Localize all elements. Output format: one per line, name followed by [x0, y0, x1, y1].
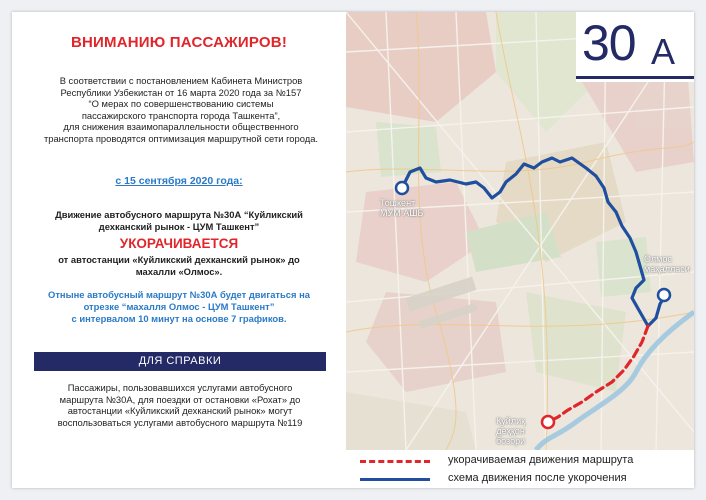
- stop-label-line: маҳалласи: [644, 264, 690, 274]
- reference-line: Пассажиры, пользовавшихся услугами автобусного: [67, 382, 293, 393]
- new-route-line: Отныне автобусный маршрут №30А будет двигаться на: [48, 289, 310, 300]
- legend-label-new: схема движения после укорочения: [448, 472, 627, 484]
- route-number-badge: [576, 12, 694, 82]
- reference-line: воспользоваться услугами автобусного маршрута №119: [57, 416, 303, 428]
- stop-marker-olmos: [658, 289, 670, 301]
- legend-label-removed: укорачиваемая движения маршрута: [448, 454, 634, 466]
- shortened-heading: УКОРАЧИВАЕТСЯ: [119, 236, 239, 251]
- notice-card: [12, 12, 694, 488]
- stop-marker-tsum: [396, 182, 408, 194]
- route-from-line: от автостанции «Куйликский дехканский рынок» до: [58, 254, 300, 265]
- intro-line: В соответствии с постановлением Кабинета Министров: [59, 75, 303, 86]
- intro-line: транспорта проводятся оптимизация маршрутной сети города.: [43, 132, 319, 144]
- route-from-line: махалли «Олмос».: [135, 266, 223, 277]
- stop-marker-kuyluk: [542, 416, 554, 428]
- stop-label-line: Олмос: [644, 254, 672, 264]
- stop-label-line: МУМ АШБ: [380, 208, 424, 218]
- intro-line: Республики Узбекистан от 16 марта 2020 года за №157: [60, 86, 302, 98]
- stop-label-line: Қуйлиқ: [496, 416, 526, 426]
- intro-line: для снижения взаимопараллельности общественного: [63, 121, 299, 133]
- effective-date: с 15 сентября 2020 года:: [115, 175, 243, 187]
- legend-row-removed: [346, 452, 694, 470]
- map-legend: [346, 450, 694, 488]
- new-route-paragraph: [20, 289, 338, 325]
- stop-label-tsum: [380, 198, 423, 218]
- notice-title: ВНИМАНИЮ ПАССАЖИРОВ!: [70, 34, 288, 51]
- intro-paragraph: [26, 75, 336, 145]
- intro-line: пассажирского транспорта города Ташкента”,: [81, 109, 281, 121]
- new-route-line: с интервалом 10 минут на основе 7 графиков.: [71, 313, 287, 324]
- reference-line: автостанции «Куйликский дехканский рынок» могут: [67, 405, 293, 417]
- route-map: [346, 12, 694, 450]
- reference-heading: ДЛЯ СПРАВКИ: [34, 352, 326, 371]
- stop-label-line: Тошкент: [380, 198, 416, 208]
- legend-solid-line-icon: [360, 478, 430, 481]
- notice-text-panel: [12, 12, 346, 488]
- reference-line: маршрута №30А, для поездки от остановки «Рохат» до: [59, 393, 301, 405]
- legend-dashed-line-icon: [360, 460, 430, 463]
- reference-paragraph: [22, 382, 338, 428]
- intro-line: “О мерах по совершенствованию системы: [88, 98, 274, 110]
- route-line: дехканский рынок - ЦУМ Ташкент”: [98, 221, 260, 232]
- stop-label-line: деҳқон: [496, 426, 525, 436]
- route-number: 30: [582, 15, 636, 71]
- stop-label-line: бозори: [496, 436, 526, 446]
- route-line: Движение автобусного маршрута №30А “Куйликский: [55, 209, 303, 220]
- stop-label-olmos: [644, 254, 690, 274]
- route-change-paragraph: [20, 209, 338, 278]
- route-letter: А: [651, 31, 676, 72]
- legend-row-new: [346, 470, 694, 488]
- stop-label-kuyluk: [496, 416, 525, 446]
- badge-underline: [576, 76, 694, 79]
- new-route-line: отрезке “махалля Олмос - ЦУМ Ташкент”: [83, 301, 275, 312]
